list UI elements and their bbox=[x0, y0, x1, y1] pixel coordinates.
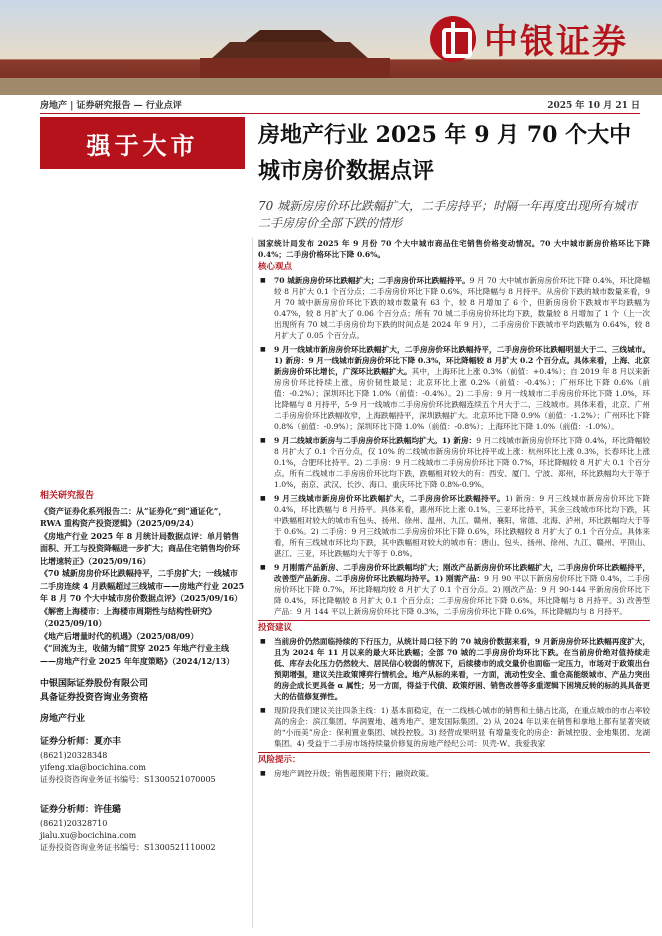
risk-list bbox=[258, 768, 650, 779]
list-item: ■ 9 月二线城市新房与二手房房价环比跌幅均扩大。1) 新房：9 月二线城市新房房价环比下降 0.4%，环比降幅较 8 月扩大了 0.1 个百分点，仅 10% 的二线城市新房房价环比持平或上涨：杭州环比上涨 0.3%，长春环比上涨 0.1%，合肥环比持平。2) 二手房：9 月二线城市二手房房价环比下降 0.7%，环比降幅较 8 月扩大 0.1 个百分点。所有二线城市二手房房价环比均下跌，跌幅相对较大的有：西安、厦门、宁波、郑州，环比跌幅均大于等于 1.0%，南京、武汉、长沙、海口、重庆环比下降 0.8%-0.9%。 bbox=[258, 435, 650, 490]
org-qualification: 具备证券投资咨询业务资格 bbox=[40, 693, 149, 703]
lead-paragraph: 国家统计局发布 2025 年 9 月份 70 个大中城市商品住宅销售价格变动情况。70 大中城市新房价格环比下降 0.4%；二手房价格环比下降 0.6%。 bbox=[258, 239, 650, 259]
list-item: ■ 9 月一线城市新房房价环比跌幅扩大，二手房房价环比跌幅持平，二手房房价环比跌幅明显大于二、三线城市。1) 新房：9 月一线城市新房房价环比下降 0.3%，环比降幅较 8 月扩大 0.2 个百分点。具体来看，上海、北京新房房价环比增长，广深环比跌幅扩大。其中，上海环比上涨 0.3%（前值：+0.4%）；自 2019 年 8 月以来新房房价环比持续上涨，房价韧性最足；北京环比上涨 0.2%（前值：-0.4%）；广州环比下降 0.6%（前值：-0.2%）；深圳环比下降 1.0%（前值：-0.4%）。2) 二手房：9 月一线城市二手房房价环比下降 1.0%，环比降幅与 8 月持平，5-9 月一线城市二手房房价环比跌幅连续五个月大于二、三线城市。具体来看，北京、广州二手房房价环比跌幅收窄，上海跌幅持平，深圳跌幅扩大。北京环比下降 0.9%（前值：-1.2%）；广州环比下降 0.8%（前值：-0.9%）；深圳环比下降 1.0%（前值：-0.8%）；上海环比下降 1.0%（前值：-1.0%）。 bbox=[258, 344, 650, 432]
related-report-item[interactable]: 《房地产行业 2025 年 8 月统计局数据点评：单月销售面积、开工与投资降幅进一步扩大；商品住宅销售均价环比增速转正》（2025/09/16） bbox=[40, 530, 240, 566]
related-report-item[interactable]: 《“回流为主，收储为辅”贯穿 2025 年地产行业主线——房地产行业 2025 年年度策略》（2024/12/13） bbox=[40, 643, 235, 666]
analyst-email[interactable]: yifeng.xia@bocichina.com bbox=[40, 762, 146, 772]
analyst-phone: (8621)20328710 bbox=[40, 818, 108, 828]
analyst-name: 证券分析师：许佳璐 bbox=[40, 804, 122, 815]
sidebar bbox=[40, 490, 245, 854]
report-title: 房地产行业 2025 年 9 月 70 个大中城市房价数据点评 bbox=[258, 122, 632, 184]
related-report-item[interactable]: 《地产后增量时代的机遇》（2025/08/09） bbox=[40, 630, 199, 641]
list-item: ■ 9 月刚需产品新房、二手房房价环比跌幅均扩大；刚改产品新房房价环比跌幅扩大，二手房房价环比跌幅持平，改善型产品新房、二手房房价环比跌幅均持平。1) 刚需产品：9 月 90 平以下新房房价环比下降 0.4%，二手房房价环比下降 0.7%，环比降幅均较 8 月扩大了 0.1 个百分点。2) 刚改产品：9 月 90-144 平新房房价环比下降 0.4%，环比降幅较 8 月扩大 0.1 个百分点；二手房房价环比下降 0.6%，环比降幅与 8 月持平。3) 改善型产品：9 月 144 平以上新房房价环比下降 0.3%，二手房房价环比下降 0.6%，环比降幅均与 8 月持平。 bbox=[258, 562, 650, 617]
investment-advice-list bbox=[258, 636, 650, 749]
investment-advice-heading: 投资建议 bbox=[258, 623, 293, 633]
section-separator bbox=[258, 752, 650, 753]
section-separator bbox=[258, 620, 650, 621]
list-item: ■ 房地产调控升级；销售超预期下行；融资政策。 bbox=[258, 768, 650, 779]
analyst-email[interactable]: jialu.xu@bocichina.com bbox=[40, 830, 137, 840]
core-views-list bbox=[258, 275, 650, 617]
analyst-card bbox=[40, 804, 245, 854]
related-reports-heading: 相关研究报告 bbox=[40, 491, 95, 501]
related-report-item[interactable]: 《解密上海楼市：上海楼市周期性与结构性研究》（2025/09/10） bbox=[40, 605, 216, 628]
column-divider bbox=[252, 238, 253, 928]
palace-ground-illustration bbox=[0, 78, 662, 95]
related-report-item[interactable]: 《资产证券化系列报告二：从“证券化”到“通证化”，RWA 重构资产投资逻辑》（2025/09/24） bbox=[40, 505, 227, 528]
report-meta-line bbox=[40, 96, 640, 114]
bank-of-china-logo-icon bbox=[430, 16, 476, 62]
core-views-heading: 核心观点 bbox=[258, 262, 293, 272]
organization-info bbox=[40, 677, 245, 705]
analyst-card bbox=[40, 736, 245, 786]
analyst-license: 证券投资咨询业务证书编号：S1300521070005 bbox=[40, 774, 216, 784]
rating-badge: 强于大市 bbox=[40, 117, 245, 169]
risk-heading: 风险提示： bbox=[258, 755, 301, 765]
brand-logo bbox=[430, 14, 628, 63]
list-item: ■ 70 城新房房价环比跌幅扩大；二手房房价环比跌幅持平。9 月 70 大中城市新房房价环比下降 0.4%，环比降幅较 8 月扩大 0.1 个百分点；二手房房价环比下降 0.6%，环比降幅与 8 月持平。从房价下跌的城市数量来看，9 月 70 城中新房房价环比下跌的城市数量有 63 个，较 8 月增加了 6 个，但新房房价下跌城市平均跌幅为 0.47%，较 8 月扩大了 0.06 个百分点；所有 70 城二手房房价环比均下跌，数量较 8 月增加了 1 个（上一次出现所有 70 城二手房房价均下跌的时间点是 2024 年 9 月），二手房房价下跌城市平均跌幅为 0.64%，较 8 月扩大了 0.05 个百分点。 bbox=[258, 275, 650, 341]
report-subtitle: 70 城新房房价环比跌幅扩大，二手房持平；时隔一年再度出现所有城市二手房房价全部下跌的情形 bbox=[258, 199, 638, 230]
analyst-name: 证券分析师：夏亦丰 bbox=[40, 736, 122, 747]
org-name: 中银国际证券股份有限公司 bbox=[40, 679, 149, 689]
related-report-item[interactable]: 《70 城新房房价环比跌幅持平，二手房扩大；一线城市二手房连续 4 月跌幅超过三线城市——房地产行业 2025 年 8 月 70 个大中城市房价数据点评》（2025/09/16） bbox=[40, 568, 245, 603]
header-banner bbox=[0, 0, 662, 95]
report-body bbox=[258, 238, 650, 782]
report-date: 2025 年 10 月 21 日 bbox=[547, 101, 640, 111]
palace-roof-illustration bbox=[210, 30, 370, 60]
list-item: ■ 现阶段我们建议关注四条主线：1) 基本面稳定，在一二线核心城市的销售和土储占比高，在重点城市的市占率较高的房企：滨江集团、华润置地、越秀地产、建发国际集团。2) 从 2024 年以来在销售和拿地上都有显著突破的“小而美”房企：保利置业集团、城投控股。3) 经营成果明显 有增量变化的房企：新城控股、金地集团、龙湖集团。4) 受益于二手房市场持续量价修复的房地产经纪公司：贝壳-W、我爱我家 bbox=[258, 705, 650, 749]
analyst-phone: (8621)20328348 bbox=[40, 750, 108, 760]
industry-label: 房地产行业 bbox=[40, 714, 86, 724]
palace-hall-illustration bbox=[200, 58, 390, 80]
report-category: 房地产 | 证券研究报告 — 行业点评 bbox=[40, 101, 182, 111]
brand-logo-text: 中银证券 bbox=[484, 22, 628, 62]
analyst-license: 证券投资咨询业务证书编号：S1300521110002 bbox=[40, 842, 216, 852]
list-item: ■ 当前房价仍然面临持续的下行压力，从统计局口径下的 70 城房价数据来看，9 月新房房价环比跌幅再度扩大，且为 2024 年 11 月以来的最大环比跌幅；全部 70 城的二手房房价均环比下跌。在当前房价绝对值持续走低、库存去化压力仍然较大、居民信心较弱的情况下，后续楼市的成交量价也面临一定压力，市场对于政策出台预期增强，建议关注政策博弈行情机会。地产从标的来看，一方面，流动性安全、重仓高能级城市、产品力突出的房企成长更具备 α 属性；另一方面，得益于代债、政策纾困、销售改善等多重逻辑下困境反转的标的具具备更大的估值修复弹性。 bbox=[258, 636, 650, 702]
list-item: ■ 9 月三线城市新房房价环比跌幅扩大，二手房房价环比跌幅持平。1) 新房：9 月三线城市新房房价环比下降 0.4%，环比跌幅与 8 月持平。具体来看，惠州环比上涨 0.1%，三亚环比持平，其余三线城市环比均下跌，其中跌幅相对较大的城市有包头、扬州、徐州、温州、九江、赣州、襄阳、常德、北海、泸州，环比跌幅均大于等于 0.6%。2) 二手房：9 月三线城市二手房房价环比下降 0.6%，环比跌幅较 8 月扩大了 0.1 个百分点。具体来看，所有三线城市环比均下跌，其中跌幅相对较大的城市有：唐山、包头、扬州、徐州、九江、赣州、平顶山、湛江、三亚，环比跌幅均大于等于 0.8%。 bbox=[258, 493, 650, 559]
